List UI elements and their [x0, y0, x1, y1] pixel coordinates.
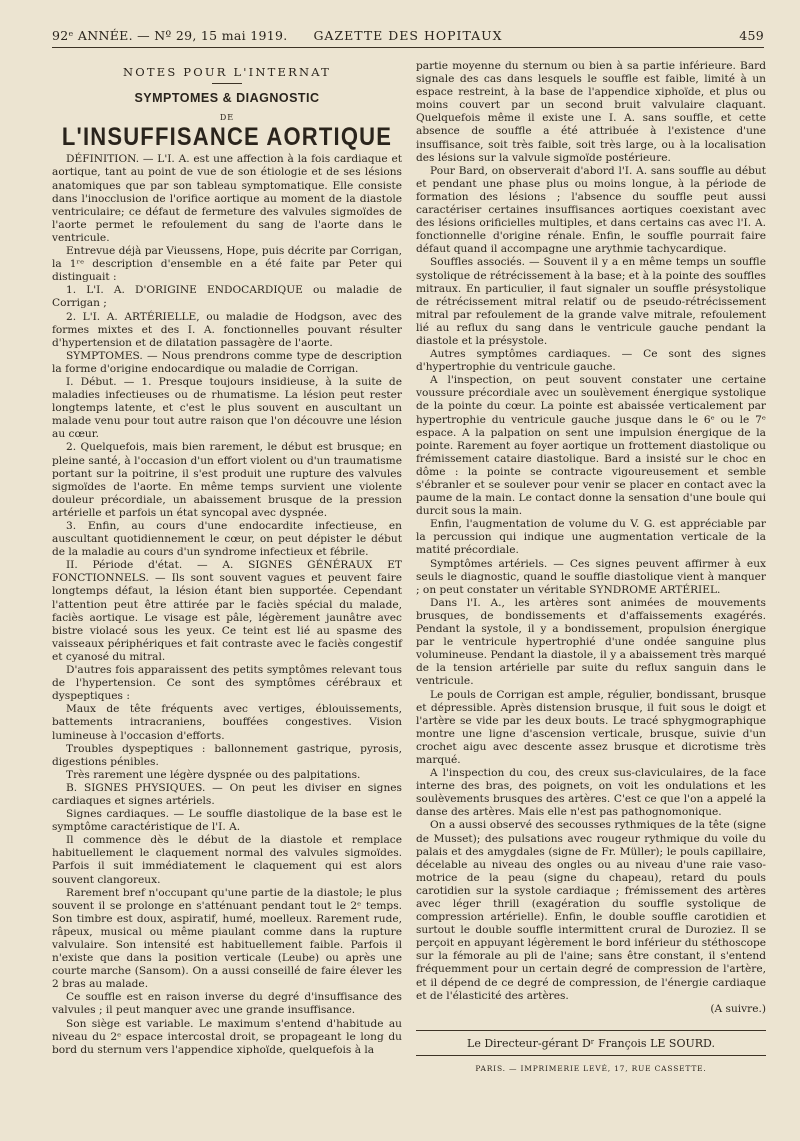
- paragraph: On a aussi observé des secousses rythmiques de la tête (signe de Musset); des pulsations avec rougeur rythmique du voile du palais et des amygdales (signe de Fr. Müller); le pouls capillaire, décelable au niveau des ongles ou au niveau d'une raie vaso-motrice de la peau (signe du chapeau), retard du pouls carotidien sur la systole cardiaque ; frémissement des artères avec léger thrill (exagération du souffle systolique de compression artérielle). Enfin, le double souffle carotidien et surtout le double souffle intermittent crural de Duroziez. Il se perçoit en appuyant légèrement le bord inférieur du stéthoscope sur la fémorale au pli de l'aine; sans être constant, il s'entend fréquemment pour un certain degré de compression de l'artère, et il dépend de ce degré de compression, de l'énergie cardiaque et de l'élasticité des artères.: [416, 819, 766, 1002]
- paragraph: partie moyenne du sternum ou bien à sa partie inférieure. Bard signale des cas dans lesquels le souffle est faible, limité à un espace restreint, à la base de l'appendice xiphoïde, et plus ou moins couvert par un second bruit valvulaire claquant. Quelquefois même il existe une I. A. sans souffle, et cette absence de souffle a été attribuée à l'existence d'une insuffisance, soit très faible, soit très large, ou à la localisation des lésions sur la valvule sigmoïde postérieure.: [416, 60, 766, 164]
- article-title: L'INSUFFISANCE AORTIQUE: [61, 122, 393, 152]
- paragraph: SYMPTOMES. — Nous prendrons comme type de description la forme d'origine endocardique ou maladie de Corrigan.: [52, 349, 402, 375]
- paragraph: Très rarement une légère dyspnée ou des palpitations.: [66, 768, 361, 781]
- paragraph: DÉFINITION. — L'I. A. est une affection à la fois cardiaque et aortique, tant au point de vue de son étiologie et de ses lésions anatomiques que par son tableau symptomatique. Elle consiste dans l'inocclusion de l'orifice aortique au moment de la diastole ventriculaire; ce défaut de fermeture des valvules sigmoïdes de l'aorte permet le refoulement du sang de l'aorte dans le ventricule.: [52, 153, 402, 244]
- editor-signature: Le Directeur-gérant Dʳ François LE SOURD.: [416, 1030, 766, 1056]
- continuation-note: (A suivre.): [710, 1002, 766, 1015]
- paragraph: D'autres fois apparaissent des petits symptômes relevant tous de l'hypertension. Ce sont des symptômes cérébraux et dyspeptiques :: [52, 664, 402, 703]
- paragraph: Son siège est variable. Le maximum s'entend d'habitude au niveau du 2ᵉ espace intercostal droit, se propageant le long du bord du sternum vers l'appendice xiphoïde, quelquefois à la: [52, 1017, 402, 1056]
- paragraph: Entrevue déjà par Vieussens, Hope, puis décrite par Corrigan, la 1ʳᵉ description d'ensemble en a été faite par Peter qui distinguait :: [52, 245, 402, 284]
- right-column: [416, 60, 766, 1075]
- header-rule: [52, 47, 764, 48]
- paragraph: Symptômes artériels. — Ces signes peuvent affirmer à eux seuls le diagnostic, quand le souffle diastolique vient à manquer ; on peut constater un véritable SYNDROME ARTÉRIEL.: [416, 557, 766, 596]
- article-subtitle: SYMPTOMES & DIAGNOSTIC: [134, 91, 320, 106]
- paragraph: Il commence dès le début de la diastole et remplace habituellement le claquement normal des valvules sigmoïdes. Parfois il suit immédiatement le claquement qui est alors souvent clangoreux.: [52, 834, 402, 886]
- paragraph: I. Début. — 1. Presque toujours insidieuse, à la suite de maladies infectieuses ou de rhumatisme. La lésion peut rester longtemps latente, et c'est le plus souvent en auscultant un malade venu pour tout autre raison que l'on découvre une lésion au cœur.: [52, 375, 402, 441]
- section-divider: [212, 83, 242, 84]
- paragraph: Ce souffle est en raison inverse du degré d'insuffisance des valvules ; il peut manquer avec une grande insuffisance.: [52, 991, 402, 1017]
- paragraph: B. SIGNES PHYSIQUES. — On peut les diviser en signes cardiaques et signes artériels.: [52, 781, 402, 807]
- paragraph: Rarement bref n'occupant qu'une partie de la diastole; le plus souvent il se prolonge en s'atténuant pendant tout le 2ᵉ temps. Son timbre est doux, aspiratif, humé, moelleux. Rarement rude, râpeux, musical ou même piaulant comme dans la rupture valvulaire. Son intensité est habituellement faible. Parfois il n'existe que dans la position verticale (Leube) ou après une courte marche (Sansom). On a aussi conseillé de faire élever les 2 bras au malade.: [52, 886, 402, 991]
- paragraph: Maux de tête fréquents avec vertiges, éblouissements, battements intracraniens, bouffées congestives. Vision lumineuse à l'occasion d'efforts.: [52, 703, 402, 742]
- paragraph: 3. Enfin, au cours d'une endocardite infectieuse, en auscultant quotidiennement le cœur, on peut dépister le début de la maladie au cours d'un syndrome infectieux et fébrile.: [52, 520, 402, 559]
- paragraph: Enfin, l'augmentation de volume du V. G. est appréciable par la percussion qui indique une augmentation verticale de la matité précordiale.: [416, 518, 766, 557]
- journal-name: GAZETTE DES HOPITAUX: [313, 28, 503, 43]
- section-title: NOTES POUR L'INTERNAT: [123, 65, 331, 79]
- issue-info: 92ᵉ ANNÉE. — Nº 29, 15 mai 1919.: [52, 28, 288, 43]
- paragraph: 2. L'I. A. ARTÉRIELLE, ou maladie de Hodgson, avec des formes mixtes et des I. A. fonctionnelles pouvant résulter d'hypertension et de dilatation passagère de l'aorte.: [52, 310, 402, 349]
- article-connector: DE: [219, 113, 235, 123]
- paragraph: A l'inspection, on peut souvent constater une certaine voussure précordiale avec un soulèvement énergique systolique de la pointe du cœur. La pointe est abaissée verticalement par hypertrophie du ventricule gauche jusque dans le 6ᵉ ou le 7ᵉ espace. A la palpation on sent une impulsion énergique de la pointe. Rarement au foyer aortique un frottement diastolique ou frémissement cataire diastolique. Bard a insisté sur le choc en dôme : la pointe se contracte vigoureusement et semble s'ébranler et se soulever pour venir se placer en contact avec la paume de la main. Le contact donne la sensation d'une boule qui durcit sous la main.: [416, 374, 766, 518]
- paragraph: Le pouls de Corrigan est ample, régulier, bondissant, brusque et dépressible. Après distension brusque, il fuit sous le doigt et l'artère se vide par les deux bouts. Le tracé sphygmographique montre une ligne d'ascension verticale, brusque, suivie d'un crochet aigu avec descente assez brusque et dicrotisme très marqué.: [416, 688, 766, 766]
- printer-imprint: PARIS. — IMPRIMERIE LEVÉ, 17, RUE CASSETTE.: [475, 1063, 707, 1073]
- paragraph: Dans l'I. A., les artères sont animées de mouvements brusques, de bondissements et d'affaissements exagérés. Pendant la systole, il y a bondissement, propulsion énergique par le ventricule hypertrophié d'une ondée sanguine plus volumineuse. Pendant la diastole, il y a abaissement très marqué de la tension artérielle par suite du reflux sanguin dans le ventricule.: [416, 596, 766, 688]
- paragraph: Souffles associés. — Souvent il y a en même temps un souffle systolique de rétrécissement à la base; et à la pointe des souffles mitraux. En particulier, il faut signaler un souffle présystolique de rétrécissement mitral relatif ou de pseudo-rétrécissement mitral par refoulement de la grande valve mitrale, refoulement lié au reflux du sang dans le ventricule gauche pendant la diastole et la présystole.: [416, 256, 766, 347]
- paragraph: Pour Bard, on observerait d'abord l'I. A. sans souffle au début et pendant une phase plus ou moins longue, à la période de formation des lésions ; l'absence du souffle peut aussi caractériser certaines insuffisances aortiques coexistant avec des lésions orificielles multiples, et dans certains cas avec l'I. A. fonctionnelle d'origine rénale. Enfin, le souffle pourrait faire défaut quand il accompagne une arythmie tachycardique.: [416, 164, 766, 256]
- page-header: [52, 24, 764, 48]
- paragraph: Autres symptômes cardiaques. — Ce sont des signes d'hypertrophie du ventricule gauche.: [416, 348, 766, 374]
- paragraph: A l'inspection du cou, des creux sus-claviculaires, de la face interne des bras, des poignets, on voit les ondulations et les soulèvements brusques des artères. C'est ce que l'on a appelé la danse des artères. Mais elle n'est pas pathognomonique.: [416, 767, 766, 819]
- paragraph: II. Période d'état. — A. SIGNES GÉNÉRAUX ET FONCTIONNELS. — Ils sont souvent vagues et peuvent faire longtemps défaut, la lésion étant bien supportée. Cependant l'attention peut être attirée par le faciès spécial du malade, faciès aortique. Le visage est pâle, légèrement jaunâtre avec bistre violacé sous les yeux. Ce teint est lié au spasme des vaisseaux périphériques et fait contraste avec le faciès congestif et cyanosé du mitral.: [52, 559, 402, 663]
- page-number: 459: [739, 28, 764, 43]
- paragraph: 2. Quelquefois, mais bien rarement, le début est brusque; en pleine santé, à l'occasion d'un effort violent ou d'un traumatisme portant sur la poitrine, il s'est produit une rupture des valvules sigmoïdes de l'aorte. En même temps survient une violente douleur précordiale, un abaissement brusque de la pression artérielle et parfois un état syncopal avec dyspnée.: [52, 441, 402, 519]
- paragraph: 1. L'I. A. D'ORIGINE ENDOCARDIQUE ou maladie de Corrigan ;: [52, 284, 402, 310]
- paragraph: Troubles dyspeptiques : ballonnement gastrique, pyrosis, digestions pénibles.: [52, 742, 402, 768]
- paragraph: Signes cardiaques. — Le souffle diastolique de la base est le symptôme caractéristique de l'I. A.: [52, 808, 402, 834]
- left-column: [52, 60, 402, 1057]
